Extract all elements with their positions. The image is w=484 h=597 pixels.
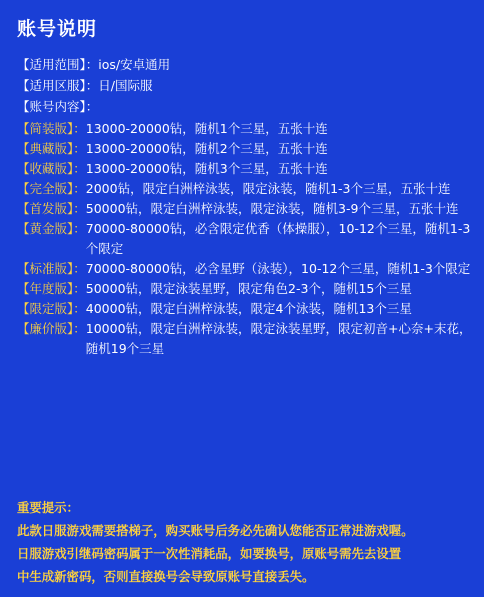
edition-list bbox=[17, 119, 475, 359]
edition-item bbox=[17, 299, 475, 319]
edition-item bbox=[17, 159, 475, 179]
edition-desc: 40000钻，限定白洲梓泳装，限定4个泳装，随机13个三星 bbox=[85, 301, 412, 316]
scope-value: ios/安卓通用 bbox=[98, 57, 171, 72]
edition-desc: 70000-80000钻，必含限定优香（体操服），10-12个三星，随机1-3个限定 bbox=[85, 221, 471, 256]
edition-item bbox=[17, 319, 475, 359]
notice-heading: 重要提示： bbox=[17, 500, 79, 515]
important-notice bbox=[17, 496, 481, 588]
region-value: 日/国际服 bbox=[98, 78, 153, 93]
scope-label: 【适用范围】： bbox=[17, 57, 99, 72]
edition-name: 【典藏版】： bbox=[17, 141, 86, 156]
edition-item bbox=[17, 259, 475, 279]
edition-item bbox=[17, 199, 475, 219]
edition-desc: 13000-20000钻，随机3个三星，五张十连 bbox=[85, 161, 328, 176]
edition-name: 【完全版】： bbox=[17, 181, 86, 196]
region-label: 【适用区服】： bbox=[17, 78, 99, 93]
edition-name: 【年度版】： bbox=[17, 281, 86, 296]
edition-desc: 50000钻，限定泳装星野，限定角色2-3个，随机15个三星 bbox=[85, 281, 412, 296]
edition-name: 【廉价版】： bbox=[17, 321, 86, 336]
edition-desc: 50000钻，限定白洲梓泳装，限定泳装，随机3-9个三星，五张十连 bbox=[85, 201, 459, 216]
notice-line: 日服游戏引继码密码属于一次性消耗品，如要换号，原账号需先去设置 bbox=[17, 546, 402, 561]
edition-item bbox=[17, 119, 475, 139]
scope-row bbox=[17, 54, 472, 75]
edition-name: 【首发版】： bbox=[17, 201, 86, 216]
edition-item bbox=[17, 279, 475, 299]
edition-desc: 70000-80000钻，必含星野（泳装），10-12个三星，随机1-3个限定 bbox=[85, 261, 471, 276]
edition-item bbox=[17, 219, 475, 259]
page-title: 账号说明 bbox=[17, 18, 98, 40]
notice-line: 此款日服游戏需要搭梯子，购买账号后务必先确认您能否正常进游戏喔。 bbox=[17, 523, 414, 538]
account-info bbox=[17, 54, 472, 117]
edition-item bbox=[17, 139, 475, 159]
notice-line: 中生成新密码，否则直接换号会导致原账号直接丢失。 bbox=[17, 569, 315, 584]
edition-desc: 13000-20000钻，随机1个三星，五张十连 bbox=[85, 121, 328, 136]
edition-name: 【限定版】： bbox=[17, 301, 86, 316]
edition-desc: 13000-20000钻，随机2个三星，五张十连 bbox=[85, 141, 328, 156]
edition-name: 【黄金版】： bbox=[17, 221, 86, 236]
edition-desc: 10000钻，限定白洲梓泳装，限定泳装星野，限定初音+心奈+末花，随机19个三星 bbox=[85, 321, 472, 356]
edition-name: 【标准版】： bbox=[17, 261, 86, 276]
content-row bbox=[17, 96, 472, 117]
edition-name: 【收藏版】： bbox=[17, 161, 86, 176]
region-row bbox=[17, 75, 472, 96]
edition-desc: 2000钻，限定白洲梓泳装，限定泳装，随机1-3个三星，五张十连 bbox=[85, 181, 451, 196]
edition-item bbox=[17, 179, 475, 199]
content-label: 【账号内容】： bbox=[17, 99, 99, 114]
edition-name: 【简装版】： bbox=[17, 121, 86, 136]
